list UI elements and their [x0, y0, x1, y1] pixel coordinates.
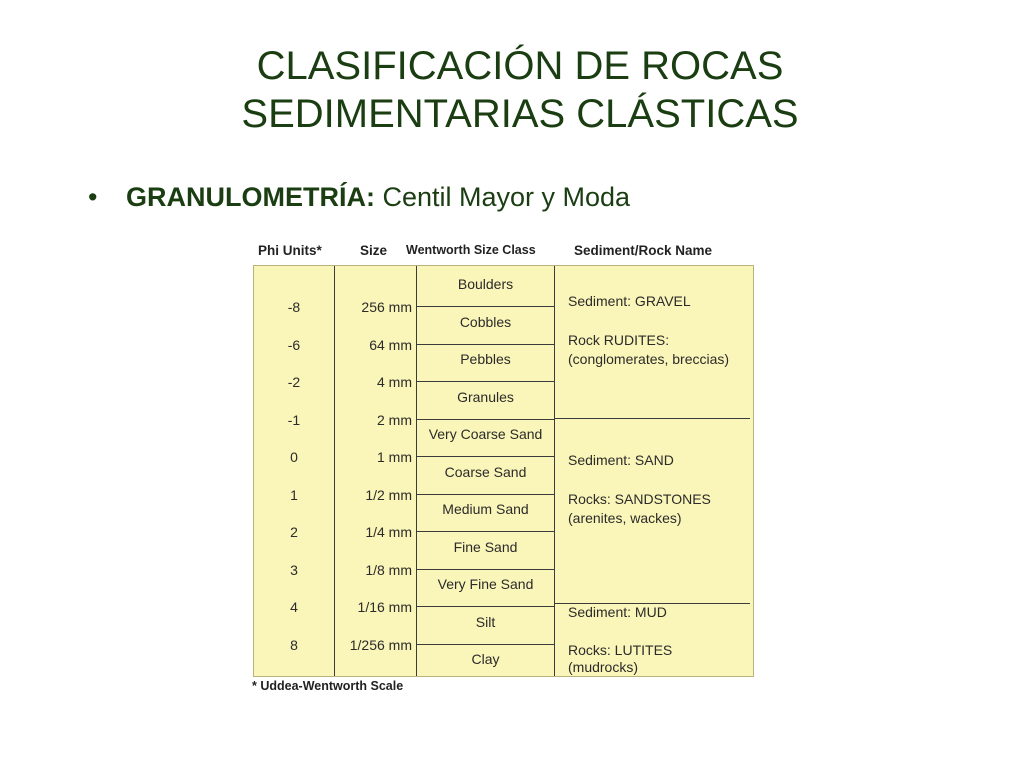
phi-value: 3 [290, 561, 298, 578]
wentworth-class: Very Coarse Sand [428, 426, 543, 442]
slide-title-line-2: SEDIMENTARIAS CLÁSTICAS [241, 92, 799, 136]
size-value: 1 mm [377, 449, 412, 465]
slide-title [0, 42, 1024, 138]
slide-title-line-1: CLASIFICACIÓN DE ROCAS [256, 44, 784, 88]
grain-size-figure [249, 237, 759, 702]
class-divider [417, 381, 554, 382]
wentworth-class: Clay [471, 651, 500, 667]
mud-rock-detail: (mudrocks) [568, 659, 639, 675]
wentworth-class: Very Fine Sand [437, 576, 534, 592]
phi-value: 0 [290, 449, 298, 465]
wentworth-class: Cobbles [459, 313, 512, 330]
size-value: 1/4 mm [365, 524, 412, 540]
wentworth-class: Pebbles [460, 351, 511, 367]
sand-sediment-label: Sediment: SAND [568, 452, 674, 468]
phi-value: 8 [290, 636, 298, 653]
bullet-text: Centil Mayor y Moda [374, 182, 631, 212]
bullet-item [88, 182, 630, 213]
phi-value: 1 [290, 486, 298, 503]
phi-value: 2 [290, 524, 298, 540]
header-sediment-rock-name: Sediment/Rock Name [574, 243, 713, 258]
class-divider [417, 531, 554, 532]
size-value: 1/16 mm [357, 599, 412, 615]
sand-rock-label: Rocks: SANDSTONES [568, 491, 711, 507]
grain-size-table [253, 265, 754, 677]
header-wentworth-class: Wentworth Size Class [406, 243, 536, 257]
phi-value: -2 [287, 374, 301, 390]
class-divider [417, 644, 554, 645]
wentworth-class: Silt [475, 613, 496, 630]
size-value: 1/8 mm [365, 561, 412, 578]
name-group-divider [554, 418, 750, 419]
sand-rock-detail: (arenites, wackes) [568, 510, 682, 526]
size-value: 64 mm [369, 336, 412, 353]
size-value: 2 mm [377, 411, 412, 428]
header-size: Size [360, 243, 388, 258]
wentworth-class: Coarse Sand [444, 463, 527, 480]
phi-value: -8 [287, 299, 301, 315]
gravel-rock-label: Rock RUDITES: [568, 332, 670, 348]
column-divider [334, 266, 335, 676]
class-divider [417, 456, 554, 457]
mud-rock-label: Rocks: LUTITES [568, 642, 673, 658]
bullet-key: GRANULOMETRÍA: [126, 182, 375, 212]
wentworth-class: Boulders [457, 276, 514, 292]
class-divider [417, 419, 554, 420]
size-value: 256 mm [361, 299, 412, 315]
size-value: 1/256 mm [349, 636, 412, 653]
phi-value: -1 [287, 411, 301, 428]
wentworth-class: Fine Sand [453, 538, 518, 555]
class-divider [417, 494, 554, 495]
phi-value: -6 [287, 336, 301, 353]
gravel-sediment-label: Sediment: GRAVEL [568, 293, 691, 309]
size-value: 1/2 mm [365, 486, 412, 503]
class-divider [417, 306, 554, 307]
mud-sediment-label: Sediment: MUD [568, 604, 667, 620]
phi-value: 4 [290, 599, 298, 615]
column-divider [554, 266, 555, 676]
table-footnote: * Uddea-Wentworth Scale [252, 679, 404, 693]
class-divider [417, 606, 554, 607]
class-divider [417, 344, 554, 345]
size-value: 4 mm [377, 374, 412, 390]
wentworth-class: Granules [457, 388, 514, 405]
gravel-rock-detail: (conglomerates, breccias) [568, 351, 730, 367]
wentworth-class: Medium Sand [442, 501, 529, 517]
bullet-marker: • [88, 182, 98, 212]
class-divider [417, 569, 554, 570]
header-phi-units: Phi Units* [258, 243, 322, 258]
